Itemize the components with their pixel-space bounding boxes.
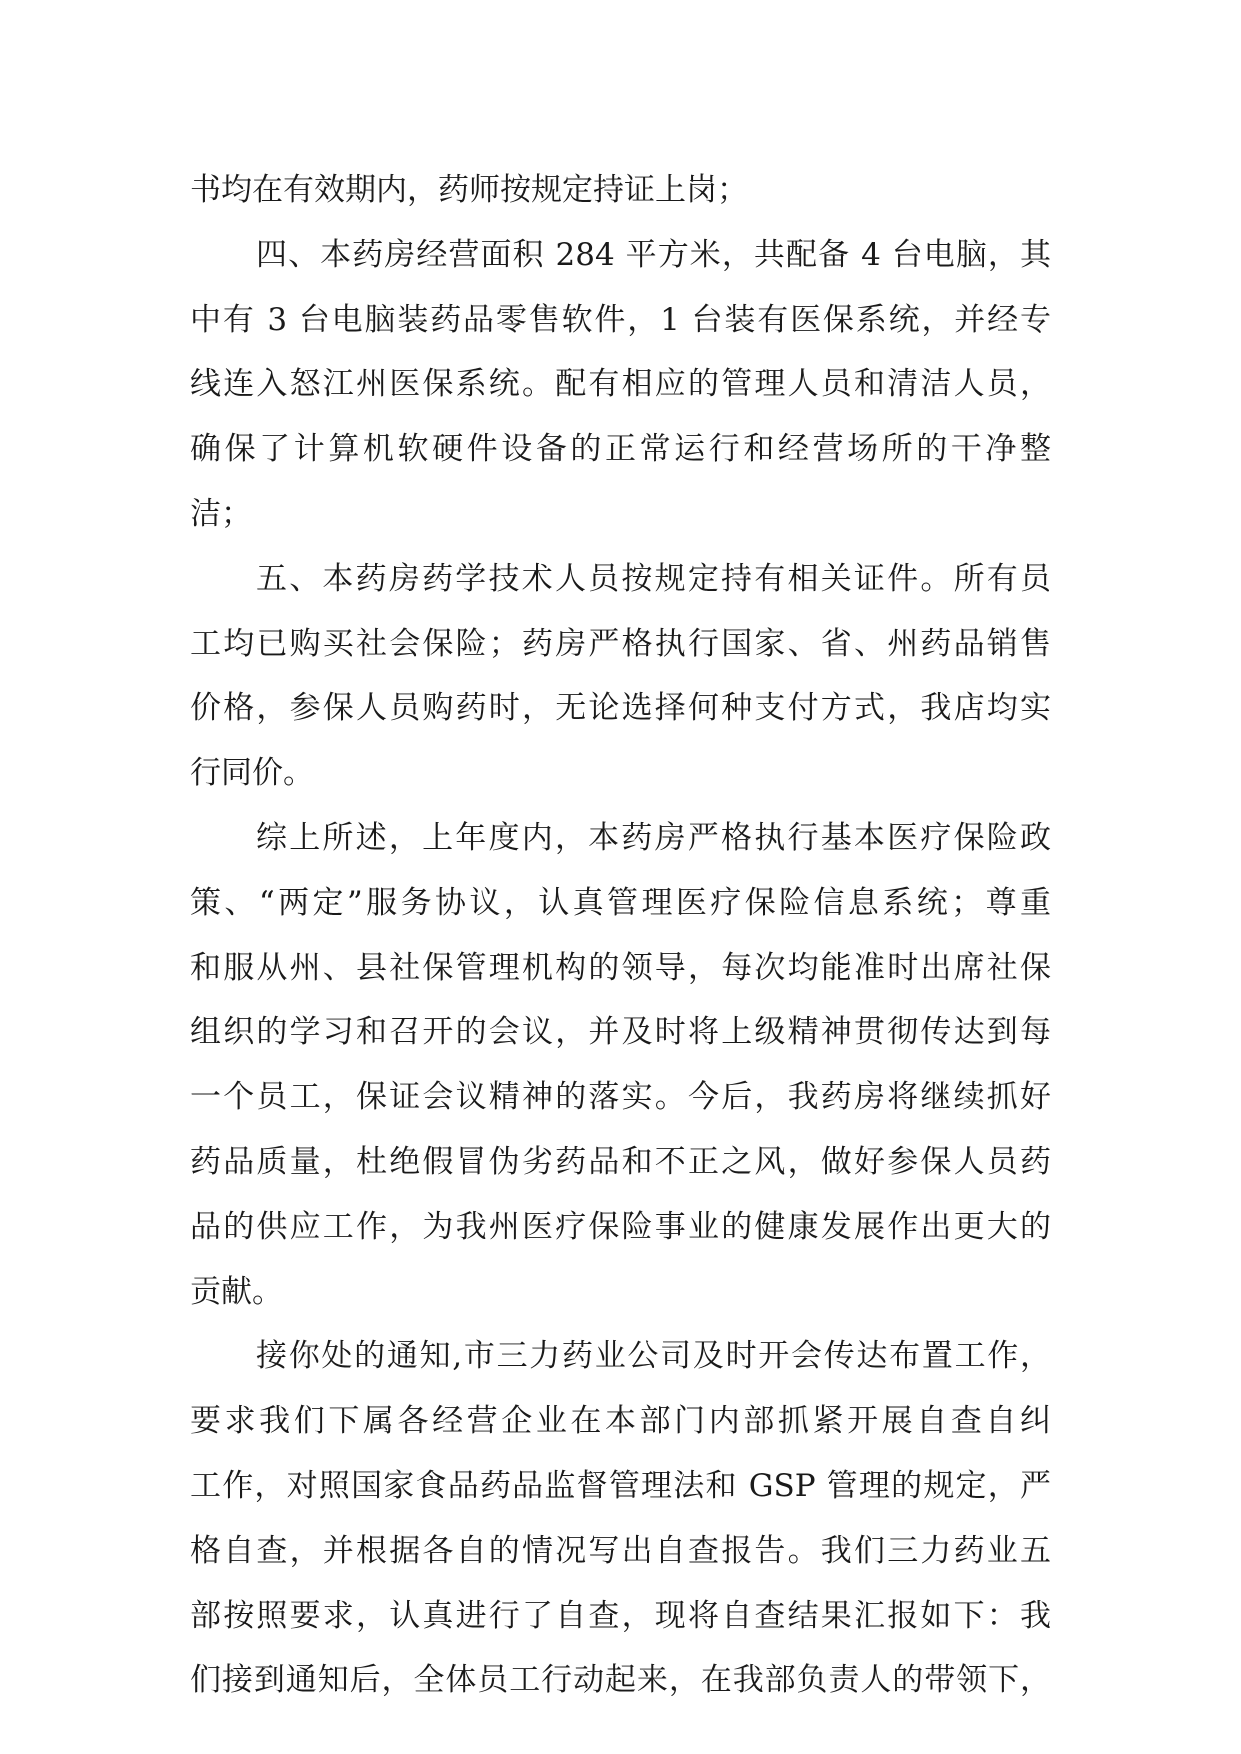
text-line: 中有 3 台电脑装药品零售软件，1 台装有医保系统，并经专 xyxy=(190,301,1051,338)
text-line: 书均在有效期内，药师按规定持证上岗； xyxy=(190,172,748,208)
text-line: 综上所述，上年度内，本药房严格执行基本医疗保险政 xyxy=(256,819,1051,856)
text-line: 接你处的通知,市三力药业公司及时开会传达布置工作， xyxy=(256,1338,1051,1375)
text-line: 五、本药房药学技术人员按规定持有相关证件。所有员 xyxy=(256,560,1051,597)
document-body xyxy=(190,158,1051,1713)
text-line: 工均已购买社会保险；药房严格执行国家、省、州药品销售 xyxy=(190,625,1051,662)
text-line: 策、“两定”服务协议，认真管理医疗保险信息系统；尊重 xyxy=(190,884,1051,921)
text-line: 一个员工，保证会议精神的落实。今后，我药房将继续抓好 xyxy=(190,1079,1051,1116)
text-line: 四、本药房经营面积 284 平方米，共配备 4 台电脑，其 xyxy=(256,236,1051,273)
text-line: 要求我们下属各经营企业在本部门内部抓紧开展自查自纠 xyxy=(190,1403,1051,1440)
text-line: 洁； xyxy=(190,495,252,532)
text-line: 格自查，并根据各自的情况写出自查报告。我们三力药业五 xyxy=(190,1532,1051,1569)
text-line: 部按照要求，认真进行了自查，现将自查结果汇报如下：我 xyxy=(190,1597,1051,1634)
text-line: 品的供应工作，为我州医疗保险事业的健康发展作出更大的 xyxy=(190,1208,1051,1245)
text-line: 贡献。 xyxy=(190,1273,283,1310)
text-line: 价格，参保人员购药时，无论选择何种支付方式，我店均实 xyxy=(190,690,1051,727)
text-line: 和服从州、县社保管理机构的领导，每次均能准时出席社保 xyxy=(190,949,1051,986)
text-line: 们接到通知后，全体员工行动起来，在我部负责人的带领下， xyxy=(190,1662,1051,1699)
text-line: 工作，对照国家食品药品监督管理法和 GSP 管理的规定，严 xyxy=(190,1467,1051,1504)
text-line: 线连入怒江州医保系统。配有相应的管理人员和清洁人员， xyxy=(190,366,1051,403)
text-line: 确保了计算机软硬件设备的正常运行和经营场所的干净整 xyxy=(190,431,1051,468)
text-line: 行同价。 xyxy=(190,755,314,792)
text-line: 药品质量，杜绝假冒伪劣药品和不正之风，做好参保人员药 xyxy=(190,1143,1051,1180)
text-line: 组织的学习和召开的会议，并及时将上级精神贯彻传达到每 xyxy=(190,1014,1051,1051)
